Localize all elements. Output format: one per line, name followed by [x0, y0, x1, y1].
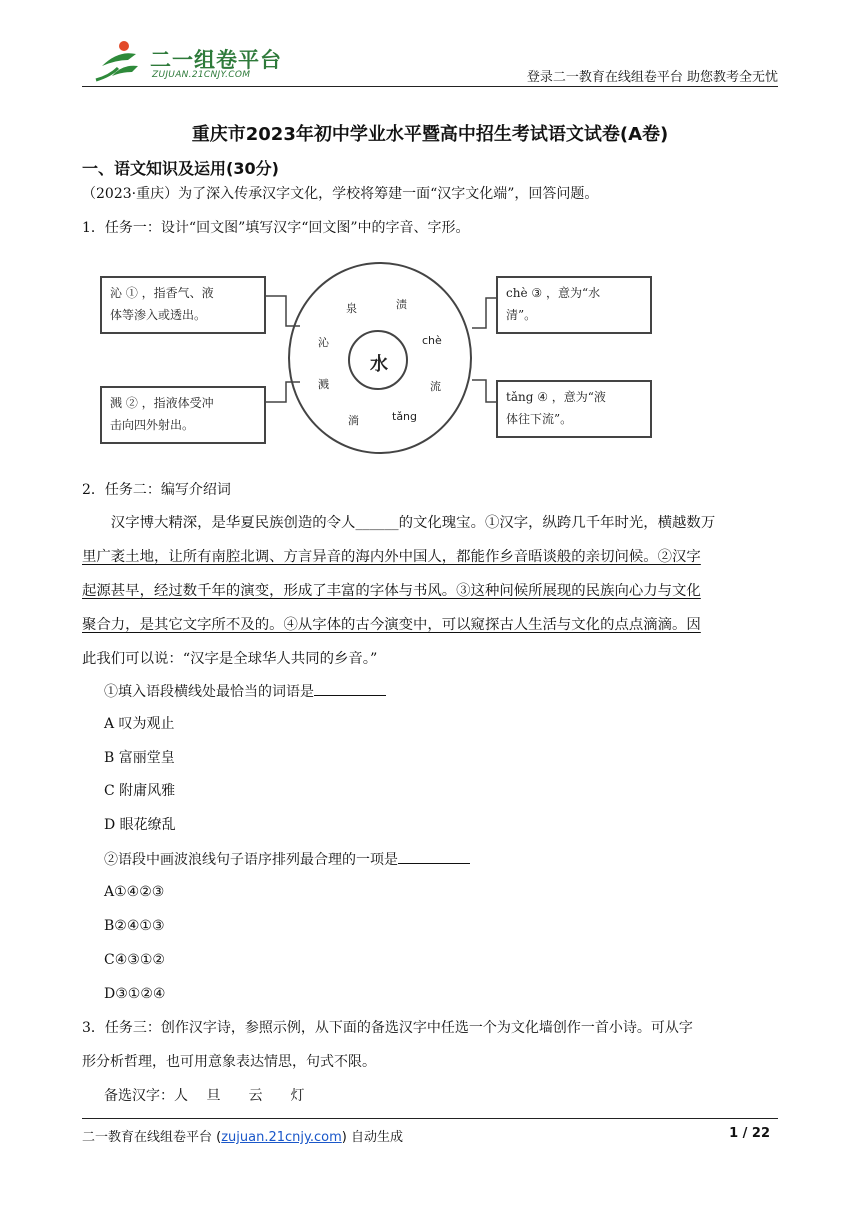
brand-url: ZUJUAN.21CNJY.COM	[152, 70, 251, 80]
ring-char: chè	[422, 334, 442, 347]
question-2-stem: 2．任务二：编写介绍词	[82, 482, 231, 498]
option-c[interactable]: C④③①②	[104, 952, 165, 968]
section-heading: 一、语文知识及运用(30分)	[82, 159, 279, 178]
passage-line: 汉字博大精深，是华夏民族创造的令人______的文化瑰宝。①汉字，纵跨几千年时光，横越数万	[110, 515, 716, 531]
option-b[interactable]: B②④①③	[104, 918, 165, 934]
question-1-stem: 1．任务一：设计“回文图”填写汉字“回文图”中的字音、字形。	[82, 220, 470, 236]
option-b[interactable]: B 富丽堂皇	[104, 750, 175, 766]
passage-line: 此我们可以说：“汉字是全球华人共同的乡音。”	[82, 651, 378, 667]
ring-char: 流	[430, 380, 441, 393]
answer-blank[interactable]	[398, 849, 470, 864]
page-number: 1 / 22	[729, 1126, 770, 1141]
header-divider	[82, 86, 778, 87]
option-a[interactable]: A①④②③	[104, 884, 165, 900]
figure-box-2: 溅 ② ，指液体受冲 击向四外射出。	[100, 386, 266, 444]
figure-box-1: 沁 ① ，指香气、液 体等渗入或透出。	[100, 276, 266, 334]
option-d[interactable]: D 眼花缭乱	[104, 817, 176, 833]
ring-char: 渍	[396, 298, 407, 311]
question-3-stem-cont: 形分析哲理，也可用意象表达情思，句式不限。	[82, 1054, 376, 1070]
sub-question-1: ①填入语段横线处最恰当的词语是	[104, 681, 386, 702]
figure-box-4: tǎng ④ ，意为“液 体往下流”。	[496, 380, 652, 438]
option-a[interactable]: A 叹为观止	[104, 716, 175, 732]
passage-line: 里广袤土地，让所有南腔北调、方言异音的海内外中国人，都能作乡音晤谈般的亲切问候。②汉字	[82, 549, 701, 565]
exam-title: 重庆市2023年初中学业水平暨高中招生考试语文试卷(A卷)	[191, 124, 669, 145]
passage-line: 聚合力，是其它文字所不及的。④从字体的古今演变中，可以窥探古人生活与文化的点点滴滴。因	[82, 617, 701, 633]
option-d[interactable]: D③①②④	[104, 986, 166, 1002]
hui-wen-figure	[100, 262, 700, 462]
ring-char: tǎng	[392, 410, 418, 423]
passage-line: 起源甚早，经过数千年的演变，形成了丰富的字体与书风。③这种问候所展现的民族向心力与文化	[82, 583, 701, 599]
ring-char: 泉	[346, 302, 357, 315]
brand-name: 二一组卷平台	[150, 48, 282, 72]
question-3-stem: 3．任务三：创作汉字诗，参照示例，从下面的备选汉字中任选一个为文化墙创作一首小诗。可从字	[82, 1020, 693, 1036]
option-c[interactable]: C 附庸风雅	[104, 783, 176, 799]
ring-char: 淌	[348, 414, 359, 427]
center-char: 水	[370, 354, 388, 375]
intro-text: （2023·重庆）为了深入传承汉字文化，学校将筹建一面“汉字文化端”，回答问题。	[82, 186, 599, 202]
sub-question-2: ②语段中画波浪线句子语序排列最合理的一项是	[104, 849, 470, 870]
candidate-chars: 备选汉字：人 旦 云 灯	[104, 1088, 305, 1104]
passage	[82, 506, 778, 676]
ring-char: 沁	[318, 336, 329, 349]
ring-char: 溅	[318, 378, 329, 391]
header-slogan[interactable]: 登录二一教育在线组卷平台 助您教考全无忧	[526, 70, 778, 85]
footer-link[interactable]: zujuan.21cnjy.com	[221, 1130, 342, 1145]
footer-source: 二一教育在线组卷平台 (zujuan.21cnjy.com) 自动生成	[82, 1130, 403, 1145]
answer-blank[interactable]	[314, 681, 386, 696]
footer-divider	[82, 1118, 778, 1119]
figure-box-3: chè ③ ，意为“水 清”。	[496, 276, 652, 334]
